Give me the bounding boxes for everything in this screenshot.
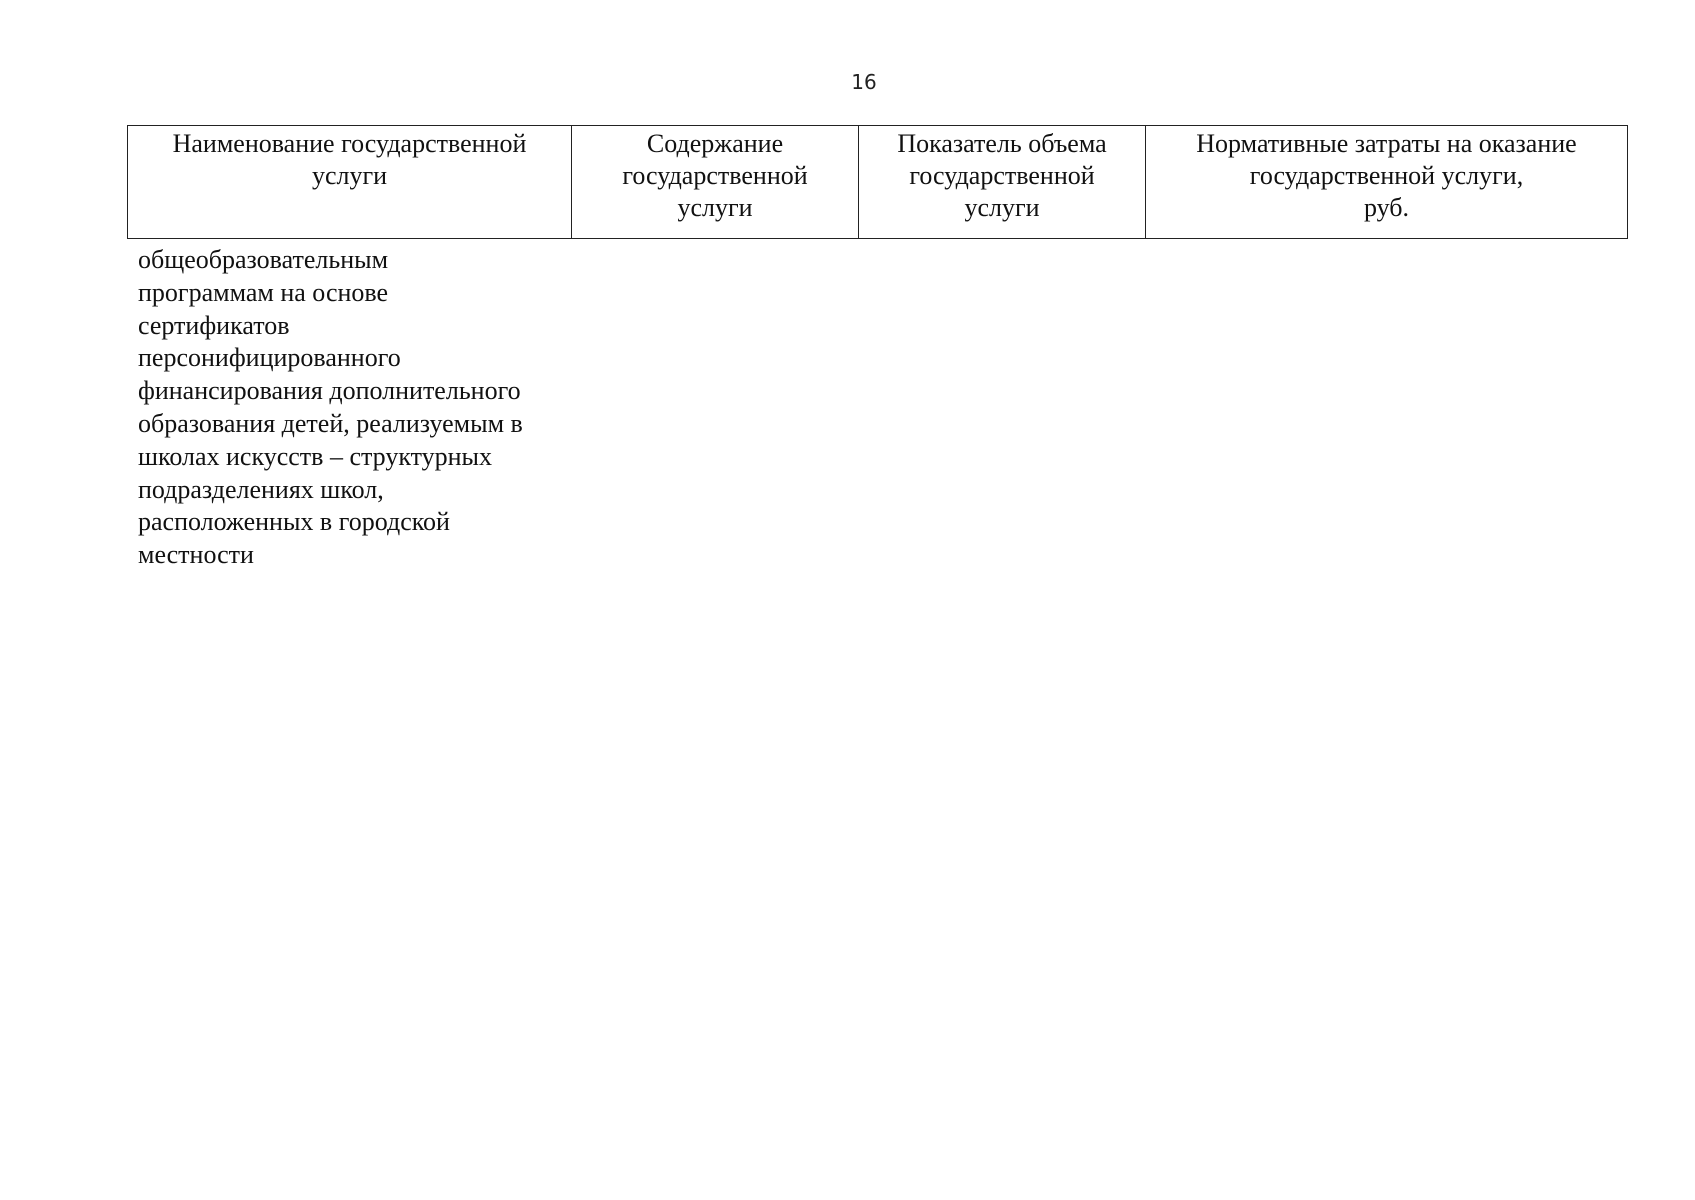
header-line: услуги — [677, 193, 753, 222]
cell-text-line: финансирования дополнительного — [138, 376, 521, 406]
header-line: государственной — [909, 161, 1095, 190]
header-service-name — [128, 126, 572, 239]
header-service-content — [572, 126, 859, 239]
header-line: Содержание — [646, 129, 784, 158]
header-line: Нормативные затраты на оказание — [1196, 129, 1577, 158]
services-table-header — [127, 125, 1628, 239]
header-line: Наименование государственной — [172, 129, 527, 158]
header-line: руб. — [1363, 193, 1410, 222]
cell-text-line: местности — [138, 540, 254, 570]
header-row — [128, 126, 1628, 239]
page-number: 16 — [851, 70, 877, 94]
cell-text-line: подразделениях школ, — [138, 474, 384, 504]
cell-text-line: программам на основе — [138, 277, 389, 307]
cell-text-line: сертификатов — [138, 310, 290, 340]
service-name-continuation-cell — [138, 244, 578, 572]
header-line: государственной — [622, 161, 808, 190]
header-line: государственной услуги, — [1249, 161, 1524, 190]
header-line: услуги — [311, 161, 388, 190]
cell-text-line: школах искусств – структурных — [138, 441, 493, 471]
header-line: Показатель объема — [897, 129, 1107, 158]
cell-text-line: образования детей, реализуемым в — [138, 408, 523, 438]
cell-text-line: общеобразовательным — [138, 245, 389, 274]
cell-text-line: персонифицированного — [138, 343, 401, 373]
header-line: услуги — [964, 193, 1040, 222]
header-normative-costs — [1146, 126, 1628, 239]
header-volume-indicator — [859, 126, 1146, 239]
cell-text-line: расположенных в городской — [138, 507, 450, 537]
